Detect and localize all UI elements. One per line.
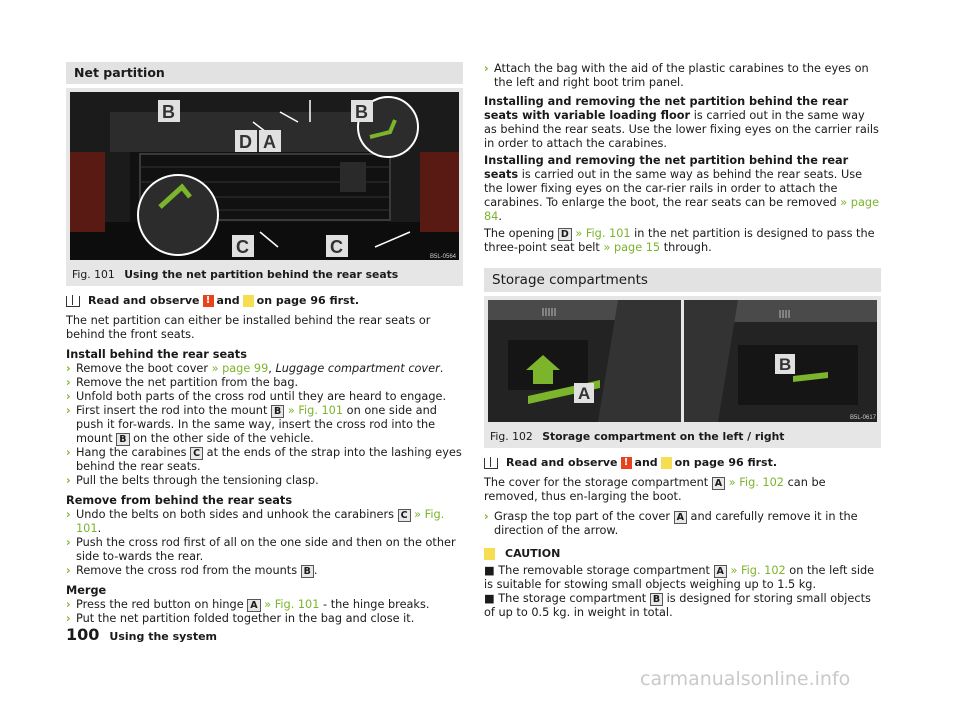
read-observe-row — [66, 294, 463, 308]
text: on one side and push it for-wards. In the same way, insert the cross rod into the mount — [76, 404, 437, 445]
paragraph-variable-floor — [484, 95, 881, 151]
tag-a: A — [712, 477, 725, 490]
text: Remove the net partition from the bag. — [76, 376, 299, 389]
tag-b: B — [650, 593, 663, 606]
text: Installing and removing the net partition behind the rear seats — [484, 154, 849, 181]
text: in the net partition is designed to pass the three-point seat belt — [484, 227, 875, 254]
caution-title: CAUTION — [505, 547, 561, 560]
install-step — [66, 376, 463, 390]
arrow-icon: › — [66, 376, 71, 389]
text: Put the net partition folded together in the bag and close it. — [76, 612, 415, 625]
figure-link[interactable]: » Fig. 101 — [284, 404, 344, 417]
text: Push the cross rod first of all on the one side and then on the other side to-wards the rear. — [76, 536, 456, 563]
merge-step — [66, 612, 463, 626]
figure-101-label-b1: B — [162, 102, 175, 122]
text: is designed for storing small objects of up to 0.5 kg. in weight in total. — [484, 592, 871, 619]
install-step — [66, 362, 463, 376]
page-link[interactable]: » page 84 — [484, 196, 880, 223]
note-icon — [243, 295, 254, 307]
text: Hang the carabines — [76, 446, 191, 459]
tag-c: C — [398, 509, 411, 522]
text: Attach the bag with the aid of the plastic carabines to the eyes on the left and right boot trim panel. — [494, 62, 869, 89]
text: . — [97, 522, 102, 535]
figure-102 — [484, 296, 881, 426]
arrow-icon: › — [66, 474, 71, 487]
figure-101-code: B5L-0564 — [430, 254, 457, 260]
figure-link[interactable]: » Fig. 101 — [571, 227, 631, 240]
text: . — [313, 564, 318, 577]
figure-102-image — [488, 300, 877, 422]
arrow-icon: › — [484, 62, 489, 75]
remove-step — [66, 508, 463, 536]
merge-step — [66, 598, 463, 612]
text: on the left side is suitable for stowing small objects weighing up to 1.5 kg. — [484, 564, 875, 591]
figure-101-label-b2: B — [355, 102, 368, 122]
text: Luggage compartment cover — [275, 362, 440, 375]
page-link[interactable]: » page 15 — [603, 241, 661, 254]
footer-section: Using the system — [109, 630, 218, 643]
tag-d: D — [558, 228, 572, 241]
figure-link[interactable]: » Fig. 101 — [76, 508, 445, 535]
caution-item — [484, 564, 881, 592]
page-link[interactable]: » page 99 — [211, 362, 269, 375]
remove-title: Remove from behind the rear seats — [66, 494, 293, 507]
read-suffix: on page 96 first. — [256, 294, 360, 307]
tag-b: B — [116, 433, 129, 446]
install-step — [66, 404, 463, 446]
arrow-icon: › — [66, 598, 71, 611]
text: The cover for the storage compartment — [484, 476, 712, 489]
tag-a: A — [247, 599, 260, 612]
text: Remove the cross rod from the mounts — [76, 564, 301, 577]
read-and: and — [216, 294, 240, 307]
warning-icon: ! — [203, 295, 214, 307]
arrow-icon: › — [66, 446, 71, 459]
text: Press the red button on hinge — [76, 598, 248, 611]
figure-101-label-d: D — [239, 132, 252, 152]
text: ■ The removable storage compartment — [484, 564, 714, 577]
read-suffix: on page 96 first. — [674, 456, 778, 469]
figure-102-caption — [484, 426, 881, 448]
watermark: carmanualsonline.info — [640, 668, 851, 690]
text: Grasp the top part of the cover — [494, 510, 674, 523]
section-title-net-partition: Net partition — [66, 62, 463, 84]
left-column — [66, 62, 463, 626]
text: is carried out in the same way as behind the rear seats. Use the lower fixing eyes on the car-rier rails in order to attach the carabines. To enlarge the boot, the rear seats can be removed — [484, 168, 863, 209]
text: - the hinge breaks. — [319, 598, 430, 611]
text: through. — [660, 241, 712, 254]
page-number: 100 — [66, 625, 100, 644]
figure-102-code: B5L-0617 — [850, 415, 877, 421]
text: Pull the belts through the tensioning clasp. — [76, 474, 319, 487]
text: Undo the belts on both sides and unhook the carabiners — [76, 508, 398, 521]
tag-a: A — [674, 511, 687, 524]
text: , — [268, 362, 276, 375]
text: . — [439, 362, 444, 375]
install-step — [66, 446, 463, 474]
figure-101-title: Using the net partition behind the rear seats — [124, 268, 399, 281]
tag-a: A — [714, 565, 727, 578]
text: on the other side of the vehicle. — [129, 432, 314, 445]
text: Installing and removing the net partition behind the rear seats with variable loading floor — [484, 95, 849, 122]
figure-101-number: Fig. 101 — [72, 268, 115, 281]
text: at the ends of the strap into the lashing eyes behind the rear seats. — [76, 446, 462, 473]
tag-b: B — [301, 565, 314, 578]
arrow-icon: › — [66, 612, 71, 625]
tag-c: C — [190, 447, 203, 460]
read-observe-row — [484, 456, 881, 470]
storage-step — [484, 510, 881, 538]
install-step — [66, 474, 463, 488]
remove-step — [66, 564, 463, 578]
figure-link[interactable]: » Fig. 101 — [260, 598, 320, 611]
read-prefix: Read and observe — [506, 456, 618, 469]
section-title-storage: Storage compartments — [484, 268, 881, 292]
figure-link[interactable]: » Fig. 102 — [725, 476, 784, 489]
arrow-icon: › — [66, 508, 71, 521]
text: . — [498, 210, 502, 223]
arrow-icon: › — [66, 404, 71, 417]
read-and: and — [634, 456, 658, 469]
right-column — [484, 62, 881, 620]
caution-heading — [484, 547, 881, 561]
arrow-icon: › — [66, 362, 71, 375]
paragraph-cover — [484, 476, 881, 504]
text: The opening — [484, 227, 558, 240]
intro-text: The net partition can either be installed behind the rear seats or behind the front seats. — [66, 314, 431, 341]
figure-101-label-a: A — [263, 132, 276, 152]
book-icon — [66, 296, 80, 307]
remove-step — [66, 536, 463, 564]
text: ■ The storage compartment — [484, 592, 650, 605]
text: and carefully remove it in the direction of the arrow. — [494, 510, 858, 537]
figure-102-title: Storage compartment on the left / right — [542, 430, 785, 443]
figure-101 — [66, 88, 463, 264]
figure-102-label-a: A — [578, 384, 591, 403]
paragraph-rear-seats — [484, 154, 881, 224]
read-prefix: Read and observe — [88, 294, 200, 307]
figure-101-label-c2: C — [330, 237, 343, 257]
paragraph-opening — [484, 227, 881, 255]
note-icon — [661, 457, 672, 469]
text: Unfold both parts of the cross rod until they are heard to engage. — [76, 390, 447, 403]
figure-102-label-b: B — [779, 355, 792, 374]
install-step — [66, 390, 463, 404]
merge-title: Merge — [66, 584, 107, 597]
figure-101-label-c1: C — [236, 237, 249, 257]
continued-step — [484, 62, 881, 90]
arrow-icon: › — [66, 564, 71, 577]
arrow-icon: › — [484, 510, 489, 523]
text: Remove the boot cover — [76, 362, 212, 375]
text: can be removed, thus en-larging the boot. — [484, 476, 826, 503]
tag-b: B — [271, 405, 284, 418]
arrow-icon: › — [66, 536, 71, 549]
caution-icon — [484, 548, 495, 560]
arrow-icon: › — [66, 390, 71, 403]
text: First insert the rod into the mount — [76, 404, 271, 417]
text: is carried out in the same way as behind the rear seats. Use the lower fixing eyes on the carrier rails in order to attach the carabines. — [484, 109, 879, 150]
book-icon — [484, 458, 498, 469]
figure-101-image — [70, 92, 459, 260]
figure-102-number: Fig. 102 — [490, 430, 533, 443]
caution-item — [484, 592, 881, 620]
figure-link[interactable]: » Fig. 102 — [726, 564, 786, 577]
install-title: Install behind the rear seats — [66, 348, 247, 361]
page-footer — [66, 625, 218, 644]
warning-icon: ! — [621, 457, 632, 469]
figure-101-caption — [66, 264, 463, 286]
